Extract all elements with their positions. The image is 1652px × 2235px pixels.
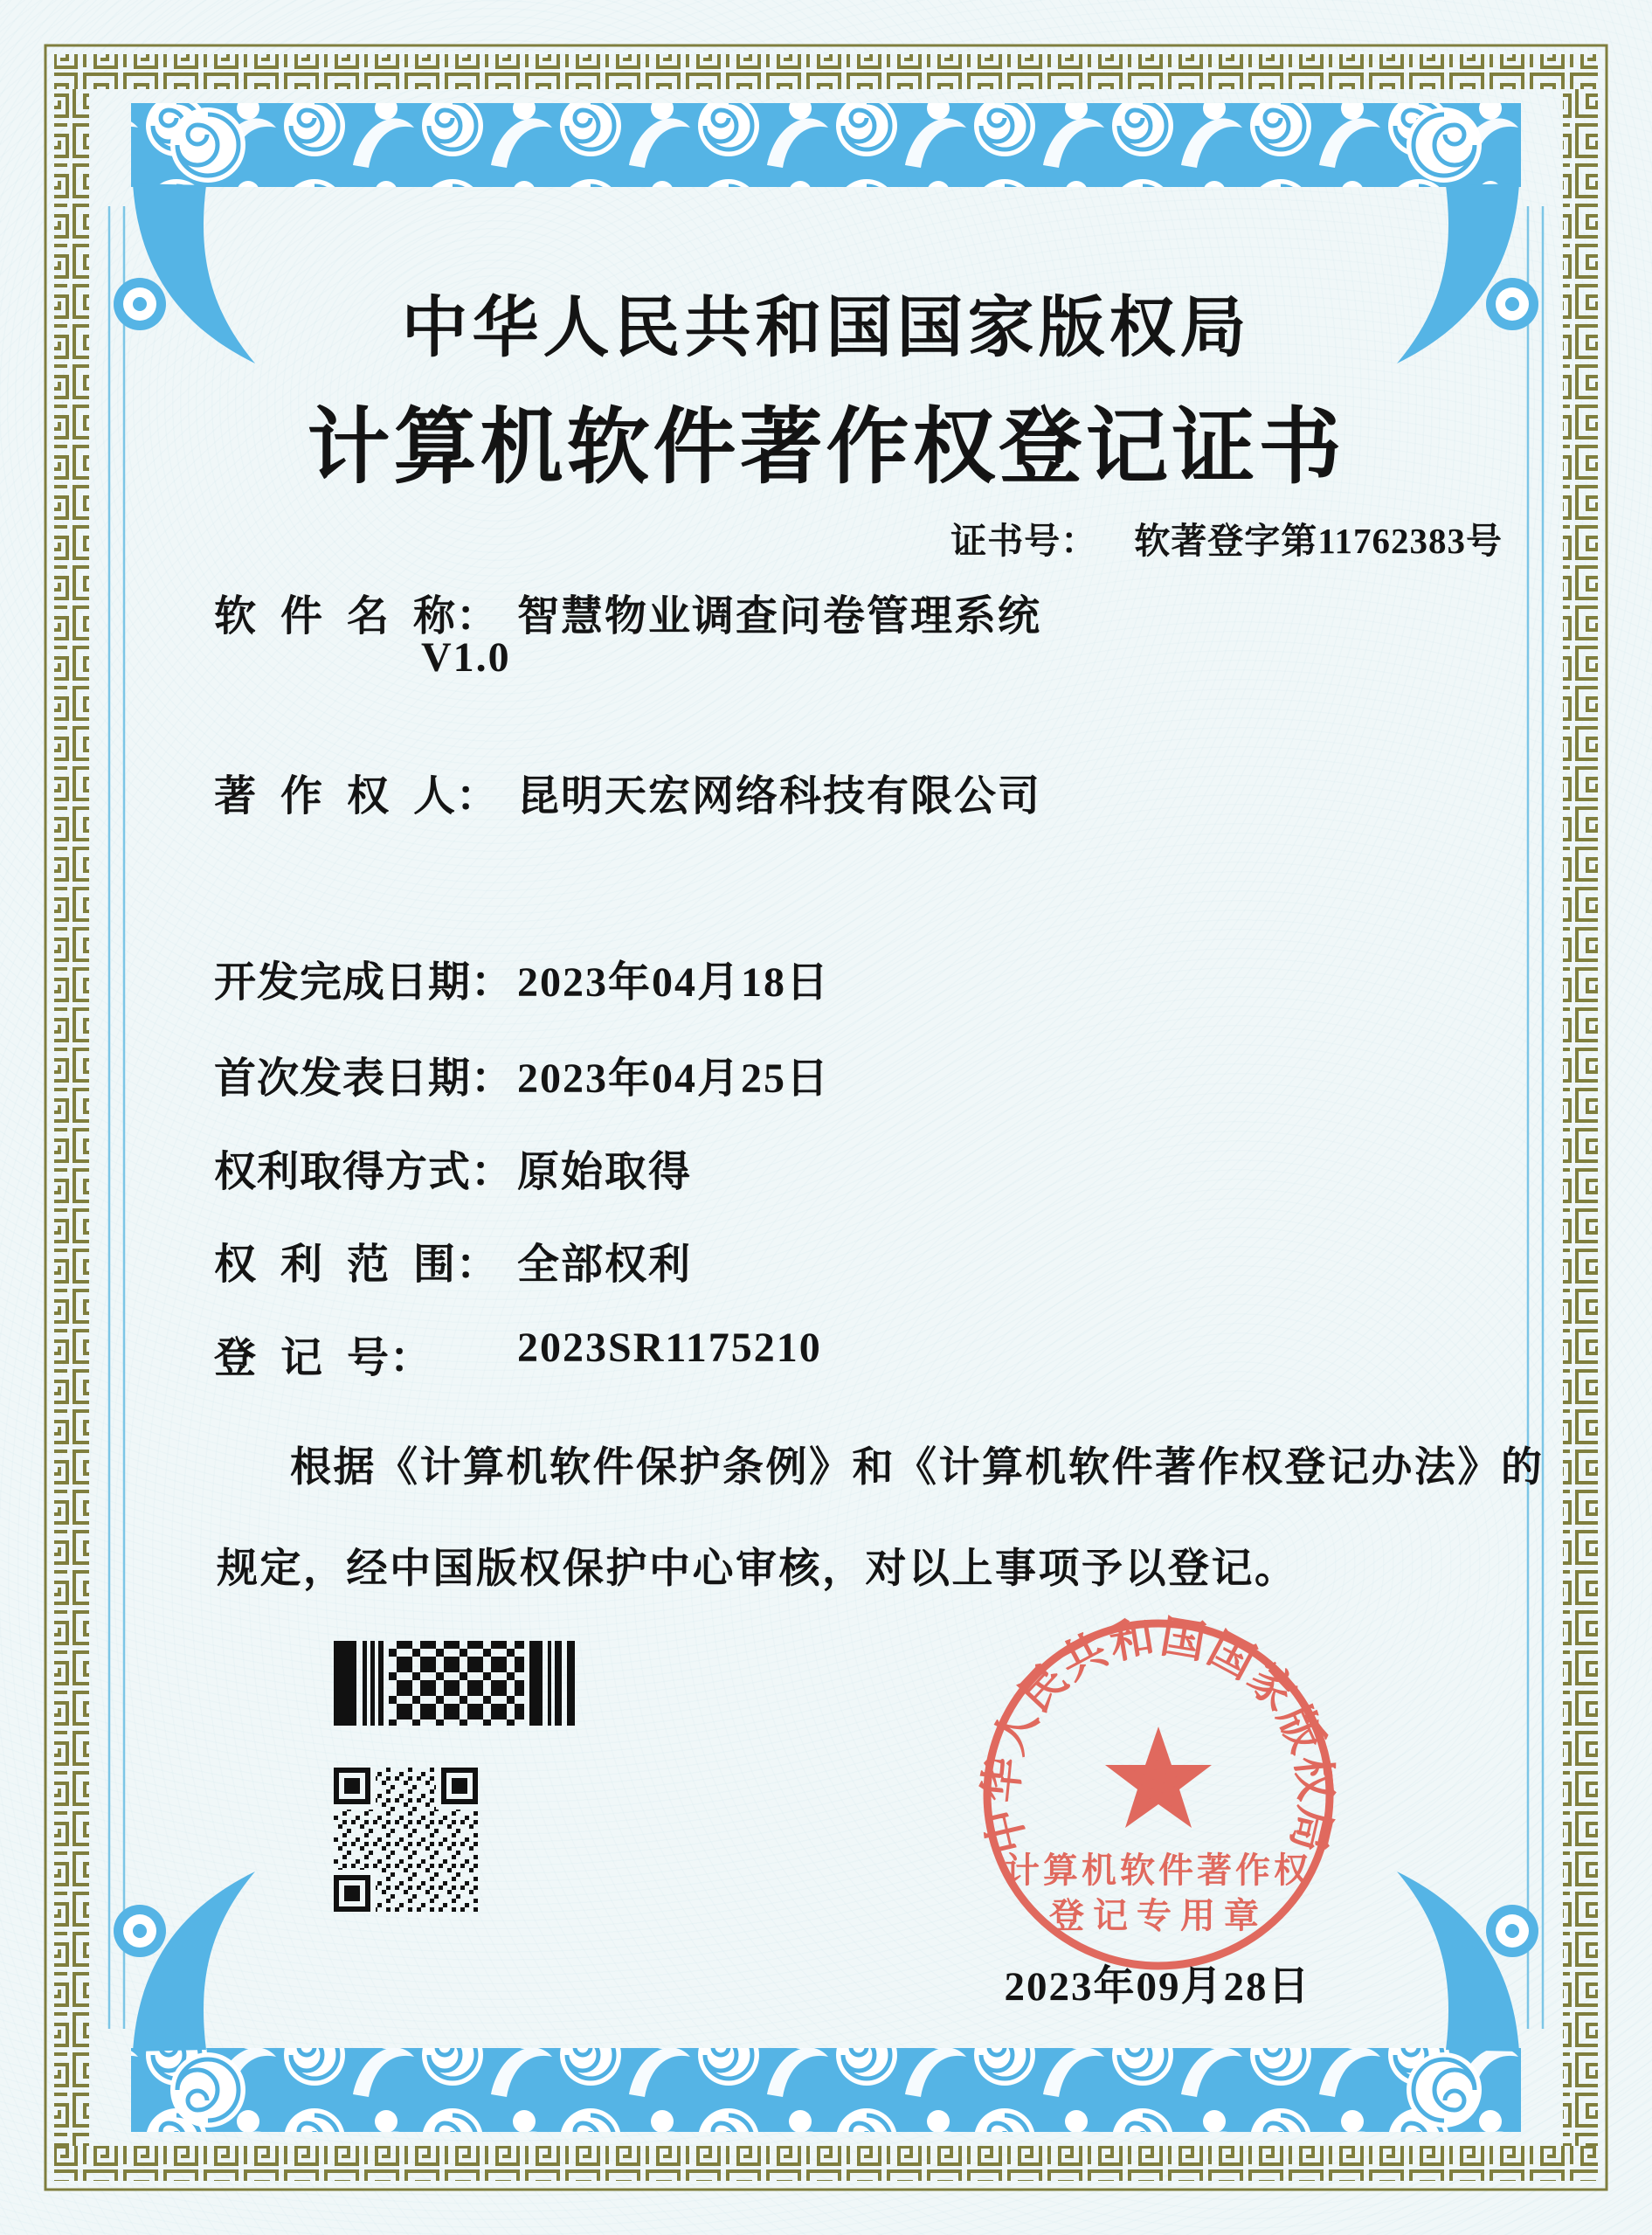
field-rights-acquisition: [214, 1138, 693, 1198]
issuing-authority-title: 中华人民共和国国家版权局: [401, 292, 1251, 365]
field-label: 权 利 范 围：: [214, 1242, 500, 1288]
barcode-icon: [334, 1641, 575, 1726]
field-value: 昆明天宏网络科技有限公司: [517, 773, 1042, 820]
field-label: 开发完成日期：: [214, 959, 515, 1006]
official-seal: [978, 1615, 1338, 1975]
field-label: 著 作 权 人：: [214, 773, 500, 820]
field-label: 登 记 号：: [214, 1335, 433, 1381]
field-rights-scope: [214, 1230, 693, 1290]
seal-ring-text: 中华人民共和国国家版权局: [978, 1615, 1338, 1858]
qr-code-icon: [334, 1768, 478, 1912]
field-copyright-owner: [214, 762, 1042, 822]
certificate-number-label: 证书号：: [950, 521, 1098, 561]
statement-line-1: 根据《计算机软件保护条例》和《计算机软件著作权登记办法》的: [290, 1445, 1545, 1491]
field-label: 首次发表日期：: [214, 1055, 515, 1102]
field-value: 2023年04月25日: [517, 1055, 831, 1102]
field-registration-number: [214, 1324, 822, 1384]
statement-line-2: 规定，经中国版权保护中心审核，对以上事项予以登记。: [217, 1547, 1298, 1592]
seal-caption-line2: 登记专用章: [1049, 1896, 1268, 1935]
software-version: V1.0: [421, 634, 511, 681]
field-value: 智慧物业调查问卷管理系统: [517, 593, 1042, 640]
field-first-publication-date: [214, 1044, 831, 1104]
certificate-number-value: 软著登字第11762383号: [1134, 521, 1503, 561]
field-dev-completion-date: [214, 948, 831, 1008]
certificate-number-line: [950, 512, 1503, 564]
seal-star-icon: [1105, 1726, 1212, 1828]
seal-caption-line1: 计算机软件著作权: [1005, 1851, 1312, 1890]
field-value: 全部权利: [517, 1242, 693, 1288]
field-value: 2023SR1175210: [517, 1325, 822, 1371]
issue-date: 2023年09月28日: [1004, 1964, 1311, 2010]
certificate-title: 计算机软件著作权登记证书: [307, 401, 1345, 494]
field-label: 权利取得方式：: [214, 1149, 515, 1195]
field-label: 软 件 名 称：: [214, 593, 500, 640]
field-value: 原始取得: [517, 1149, 693, 1195]
field-value: 2023年04月18日: [517, 959, 831, 1006]
